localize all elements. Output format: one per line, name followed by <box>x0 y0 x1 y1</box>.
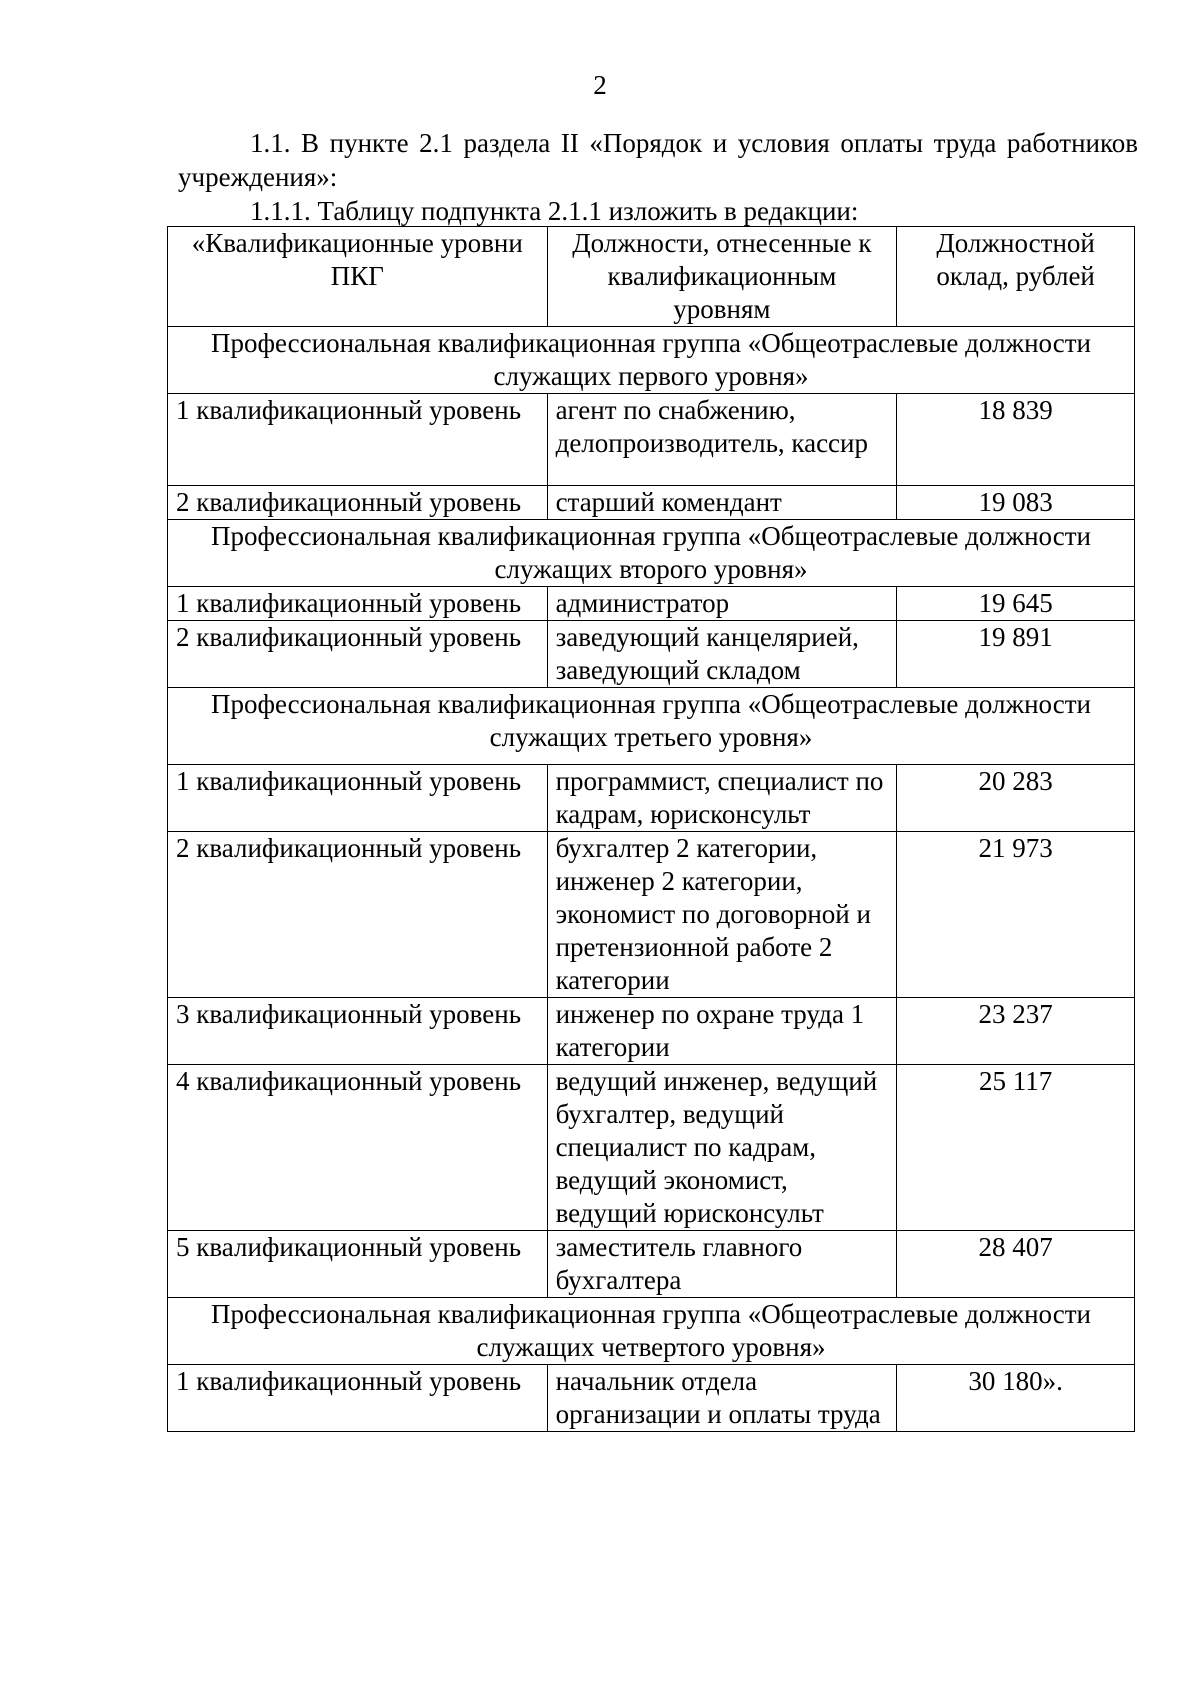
table-row <box>168 587 1135 621</box>
level-cell: 1 квалификационный уровень <box>168 1365 548 1432</box>
group-row <box>168 688 1135 765</box>
salary-cell: 18 839 <box>897 394 1135 486</box>
positions-cell: администратор <box>547 587 897 621</box>
table-row <box>168 1065 1135 1231</box>
salary-cell: 30 180». <box>897 1365 1135 1432</box>
level-cell: 1 квалификационный уровень <box>168 394 548 486</box>
salary-cell: 20 283 <box>897 765 1135 832</box>
positions-cell: старший комендант <box>547 486 897 520</box>
table-row <box>168 486 1135 520</box>
table-row <box>168 832 1135 998</box>
salary-cell: 19 083 <box>897 486 1135 520</box>
paragraph-1-1-1: 1.1.1. Таблицу подпункта 2.1.1 изложить в редакции: <box>250 196 859 226</box>
table-row <box>168 765 1135 832</box>
table-header-row <box>168 227 1135 327</box>
group-row <box>168 327 1135 394</box>
header-positions: Должности, отнесенные к квалификационным уровням <box>547 227 897 327</box>
level-cell: 2 квалификационный уровень <box>168 486 548 520</box>
group-row <box>168 520 1135 587</box>
level-cell: 1 квалификационный уровень <box>168 765 548 832</box>
level-cell: 5 квалификационный уровень <box>168 1231 548 1298</box>
table-row <box>168 621 1135 688</box>
level-cell: 2 квалификационный уровень <box>168 621 548 688</box>
header-salary: Должностной оклад, рублей <box>897 227 1135 327</box>
table-row <box>168 394 1135 486</box>
group-title: Профессиональная квалификационная группа «Общеотраслевые должности служащих третьего уровня» <box>168 688 1135 765</box>
positions-cell: ведущий инженер, ведущий бухгалтер, ведущий специалист по кадрам, ведущий экономист, ведущий юрисконсульт <box>547 1065 897 1231</box>
group-row <box>168 1298 1135 1365</box>
salary-table <box>167 226 1135 1432</box>
group-title: Профессиональная квалификационная группа «Общеотраслевые должности служащих второго уровня» <box>168 520 1135 587</box>
positions-cell: агент по снабжению, делопроизводитель, кассир <box>547 394 897 486</box>
level-cell: 2 квалификационный уровень <box>168 832 548 998</box>
paragraph-1-1: 1.1. В пункте 2.1 раздела II «Порядок и условия оплаты труда работников учреждения»: <box>178 128 1138 192</box>
salary-cell: 19 645 <box>897 587 1135 621</box>
level-cell: 3 квалификационный уровень <box>168 998 548 1065</box>
positions-cell: инженер по охране труда 1 категории <box>547 998 897 1065</box>
salary-cell: 28 407 <box>897 1231 1135 1298</box>
salary-cell: 21 973 <box>897 832 1135 998</box>
level-cell: 1 квалификационный уровень <box>168 587 548 621</box>
group-title: Профессиональная квалификационная группа «Общеотраслевые должности служащих четвертого уровня» <box>168 1298 1135 1365</box>
level-cell: 4 квалификационный уровень <box>168 1065 548 1231</box>
positions-cell: бухгалтер 2 категории, инженер 2 категории, экономист по договорной и претензионной работе 2 категории <box>547 832 897 998</box>
table-row <box>168 1365 1135 1432</box>
page-number: 2 <box>593 70 607 100</box>
salary-cell: 23 237 <box>897 998 1135 1065</box>
group-title: Профессиональная квалификационная группа «Общеотраслевые должности служащих первого уровня» <box>168 327 1135 394</box>
positions-cell: заведующий канцелярией, заведующий складом <box>547 621 897 688</box>
positions-cell: заместитель главного бухгалтера <box>547 1231 897 1298</box>
positions-cell: начальник отдела организации и оплаты труда <box>547 1365 897 1432</box>
salary-cell: 25 117 <box>897 1065 1135 1231</box>
salary-cell: 19 891 <box>897 621 1135 688</box>
positions-cell: программист, специалист по кадрам, юрисконсульт <box>547 765 897 832</box>
header-qualification-levels: «Квалификационные уровни ПКГ <box>168 227 548 327</box>
table-row <box>168 998 1135 1065</box>
table-row <box>168 1231 1135 1298</box>
